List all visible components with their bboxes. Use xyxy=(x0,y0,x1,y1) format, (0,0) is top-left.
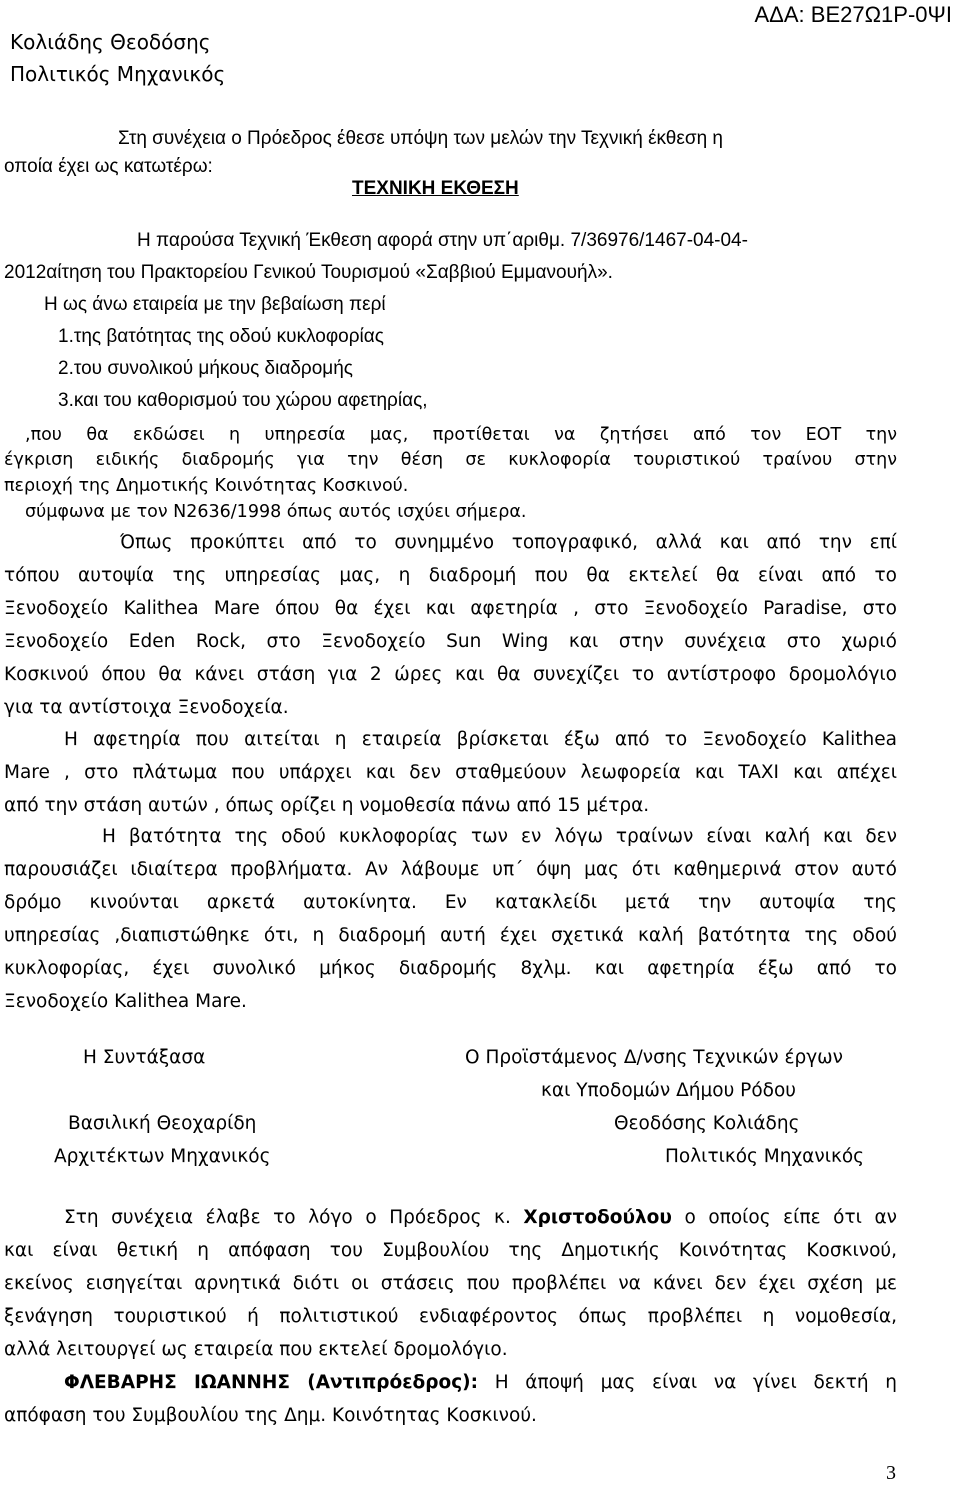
signature-right-role-2: και Υποδομών Δήμου Ρόδου xyxy=(541,1080,796,1101)
report-item-1: 1.της βατότητας της οδού κυκλοφορίας xyxy=(58,326,384,347)
signature-left-title: Αρχιτέκτων Μηχανικός xyxy=(54,1146,271,1167)
signature-left-role: Η Συντάξασα xyxy=(83,1047,206,1068)
report-line-2: 2012αίτηση του Πρακτορείου Γενικού Τουρισμού «Σαββιού Εμμανουήλ». xyxy=(4,262,613,283)
p1-line-3: περιοχή της Δημοτικής Κοινότητας Κοσκινού. xyxy=(4,476,409,496)
intro-line-2: οποία έχει ως κατωτέρω: xyxy=(4,156,213,177)
p1-line-2: έγκριση ειδικής διαδρομής για την θέση σε κυκλοφορία τουριστικού τραίνου στην xyxy=(4,450,897,470)
vice-president-name: ΦΛΕΒΑΡΗΣ ΙΩΑΝΝΗΣ (Αντιπρόεδρος): xyxy=(64,1372,479,1393)
p2-line-1: Όπως προκύπτει από το συνημμένο τοπογραφικό, αλλά και από την επί xyxy=(120,532,897,553)
p2-line-2: τόπου αυτοψία της υπηρεσίας μας, η διαδρομή που θα εκτελεί θα είναι από το xyxy=(4,565,897,586)
p4-line-3: δρόμο κινούνται αρκετά αυτοκίνητα. Εν κατακλείδι μετά την αυτοψία της xyxy=(4,892,897,913)
p1-line-4: σύμφωνα με τον Ν2636/1998 όπως αυτός ισχύει σήμερα. xyxy=(25,502,527,522)
discussion-line-4: ξενάγηση τουριστικού ή πολιτιστικού ενδιαφέροντος όπως προβλέπει η νομοθεσία, xyxy=(4,1306,897,1327)
signature-left-name: Βασιλική Θεοχαρίδη xyxy=(68,1113,257,1134)
p3-line-2: Mare , στο πλάτωμα που υπάρχει και δεν σταθμεύουν λεωφορεία και TAXI και απέχει xyxy=(4,762,897,783)
discussion-line-1 xyxy=(64,1207,897,1228)
report-line-3: Η ως άνω εταιρεία με την βεβαίωση περί xyxy=(44,294,386,315)
p2-line-3: Ξενοδοχείο Kalithea Mare όπου θα έχει και αφετηρία , στο Ξενοδοχείο Paradise, στο xyxy=(4,598,897,619)
report-item-3: 3.και του καθορισμού του χώρου αφετηρίας, xyxy=(58,390,428,411)
vice-president-line-1-post: Η άποψή μας είναι να γίνει δεκτή η xyxy=(478,1372,897,1393)
discussion-line-2: και είναι θετική η απόφαση του Συμβουλίου της Δημοτικής Κοινότητας Κοσκινού, xyxy=(4,1240,897,1261)
discussion-line-1-pre: Στη συνέχεια έλαβε το λόγο ο Πρόεδρος κ. xyxy=(64,1207,524,1228)
discussion-line-3: εκείνος εισηγείται αρνητικά διότι οι στάσεις που προβλέπει να κάνει δεν έχει σχέση με xyxy=(4,1273,897,1294)
president-name: Χριστοδούλου xyxy=(523,1207,672,1228)
vice-president-line-2: απόφαση του Συμβουλίου της Δημ. Κοινότητας Κοσκινού. xyxy=(4,1405,537,1426)
p4-line-5: κυκλοφορίας, έχει συνολικό μήκος διαδρομής 8χλμ. και αφετηρία έξω από το xyxy=(4,958,897,979)
p4-line-6: Ξενοδοχείο Kalithea Mare. xyxy=(4,991,247,1012)
p2-line-6: για τα αντίστοιχα Ξενοδοχεία. xyxy=(4,697,289,718)
author-name: Κολιάδης Θεοδόσης xyxy=(10,30,211,54)
p4-line-1: Η βατότητα της οδού κυκλοφορίας των εν λόγω τραίνων είναι καλή και δεν xyxy=(102,826,897,847)
signature-right-name: Θεοδόσης Κολιάδης xyxy=(614,1113,800,1134)
signature-right-role-1: Ο Προϊστάμενος Δ/νσης Τεχνικών έργων xyxy=(465,1047,844,1068)
p4-line-4: υπηρεσίας ,διαπιστώθηκε ότι, η διαδρομή αυτή έχει σχετικά καλή βατότητα της οδού xyxy=(4,925,897,946)
intro-line-1: Στη συνέχεια ο Πρόεδρος έθεσε υπόψη των μελών την Τεχνική έκθεση η xyxy=(118,128,723,149)
report-title: ΤΕΧΝΙΚΗ ΕΚΘΕΣΗ xyxy=(352,178,519,199)
discussion-line-1-post: ο οποίος είπε ότι αν xyxy=(671,1207,898,1228)
signature-right-title: Πολιτικός Μηχανικός xyxy=(665,1146,865,1167)
p4-line-2: παρουσιάζει ιδιαίτερα προβλήματα. Αν λάβουμε υπ΄ όψη μας ότι καθημερινά στον αυτό xyxy=(4,859,897,880)
p3-line-3: από την στάση αυτών , όπως ορίζει η νομοθεσία πάνω από 15 μέτρα. xyxy=(4,795,650,816)
report-line-1: Η παρούσα Τεχνική Έκθεση αφορά στην υπ΄αριθμ. 7/36976/1467-04-04- xyxy=(137,230,748,251)
report-item-2: 2.του συνολικού μήκους διαδρομής xyxy=(58,358,353,379)
vice-president-line-1 xyxy=(64,1372,897,1393)
discussion-line-5: αλλά λειτουργεί ως εταιρεία που εκτελεί δρομολόγιο. xyxy=(4,1339,508,1360)
p3-line-1: Η αφετηρία που αιτείται η εταιρεία βρίσκεται έξω από το Ξενοδοχείο Kalithea xyxy=(64,729,897,750)
p2-line-4: Ξενοδοχείο Eden Rock, στο Ξενοδοχείο Sun Wing και στην συνέχεια στο χωριό xyxy=(4,631,897,652)
p2-line-5: Κοσκινού όπου θα κάνει στάση για 2 ώρες και θα συνεχίζει το αντίστροφο δρομολόγιο xyxy=(4,664,897,685)
page-number: 3 xyxy=(886,1462,896,1484)
author-role: Πολιτικός Μηχανικός xyxy=(10,62,226,86)
p1-line-1: ,που θα εκδώσει η υπηρεσία μας, προτίθεται να ζητήσει από τον ΕΟΤ την xyxy=(25,425,897,445)
ada-code: ΑΔΑ: ΒΕ27Ω1Ρ-0ΨΙ xyxy=(754,2,952,27)
